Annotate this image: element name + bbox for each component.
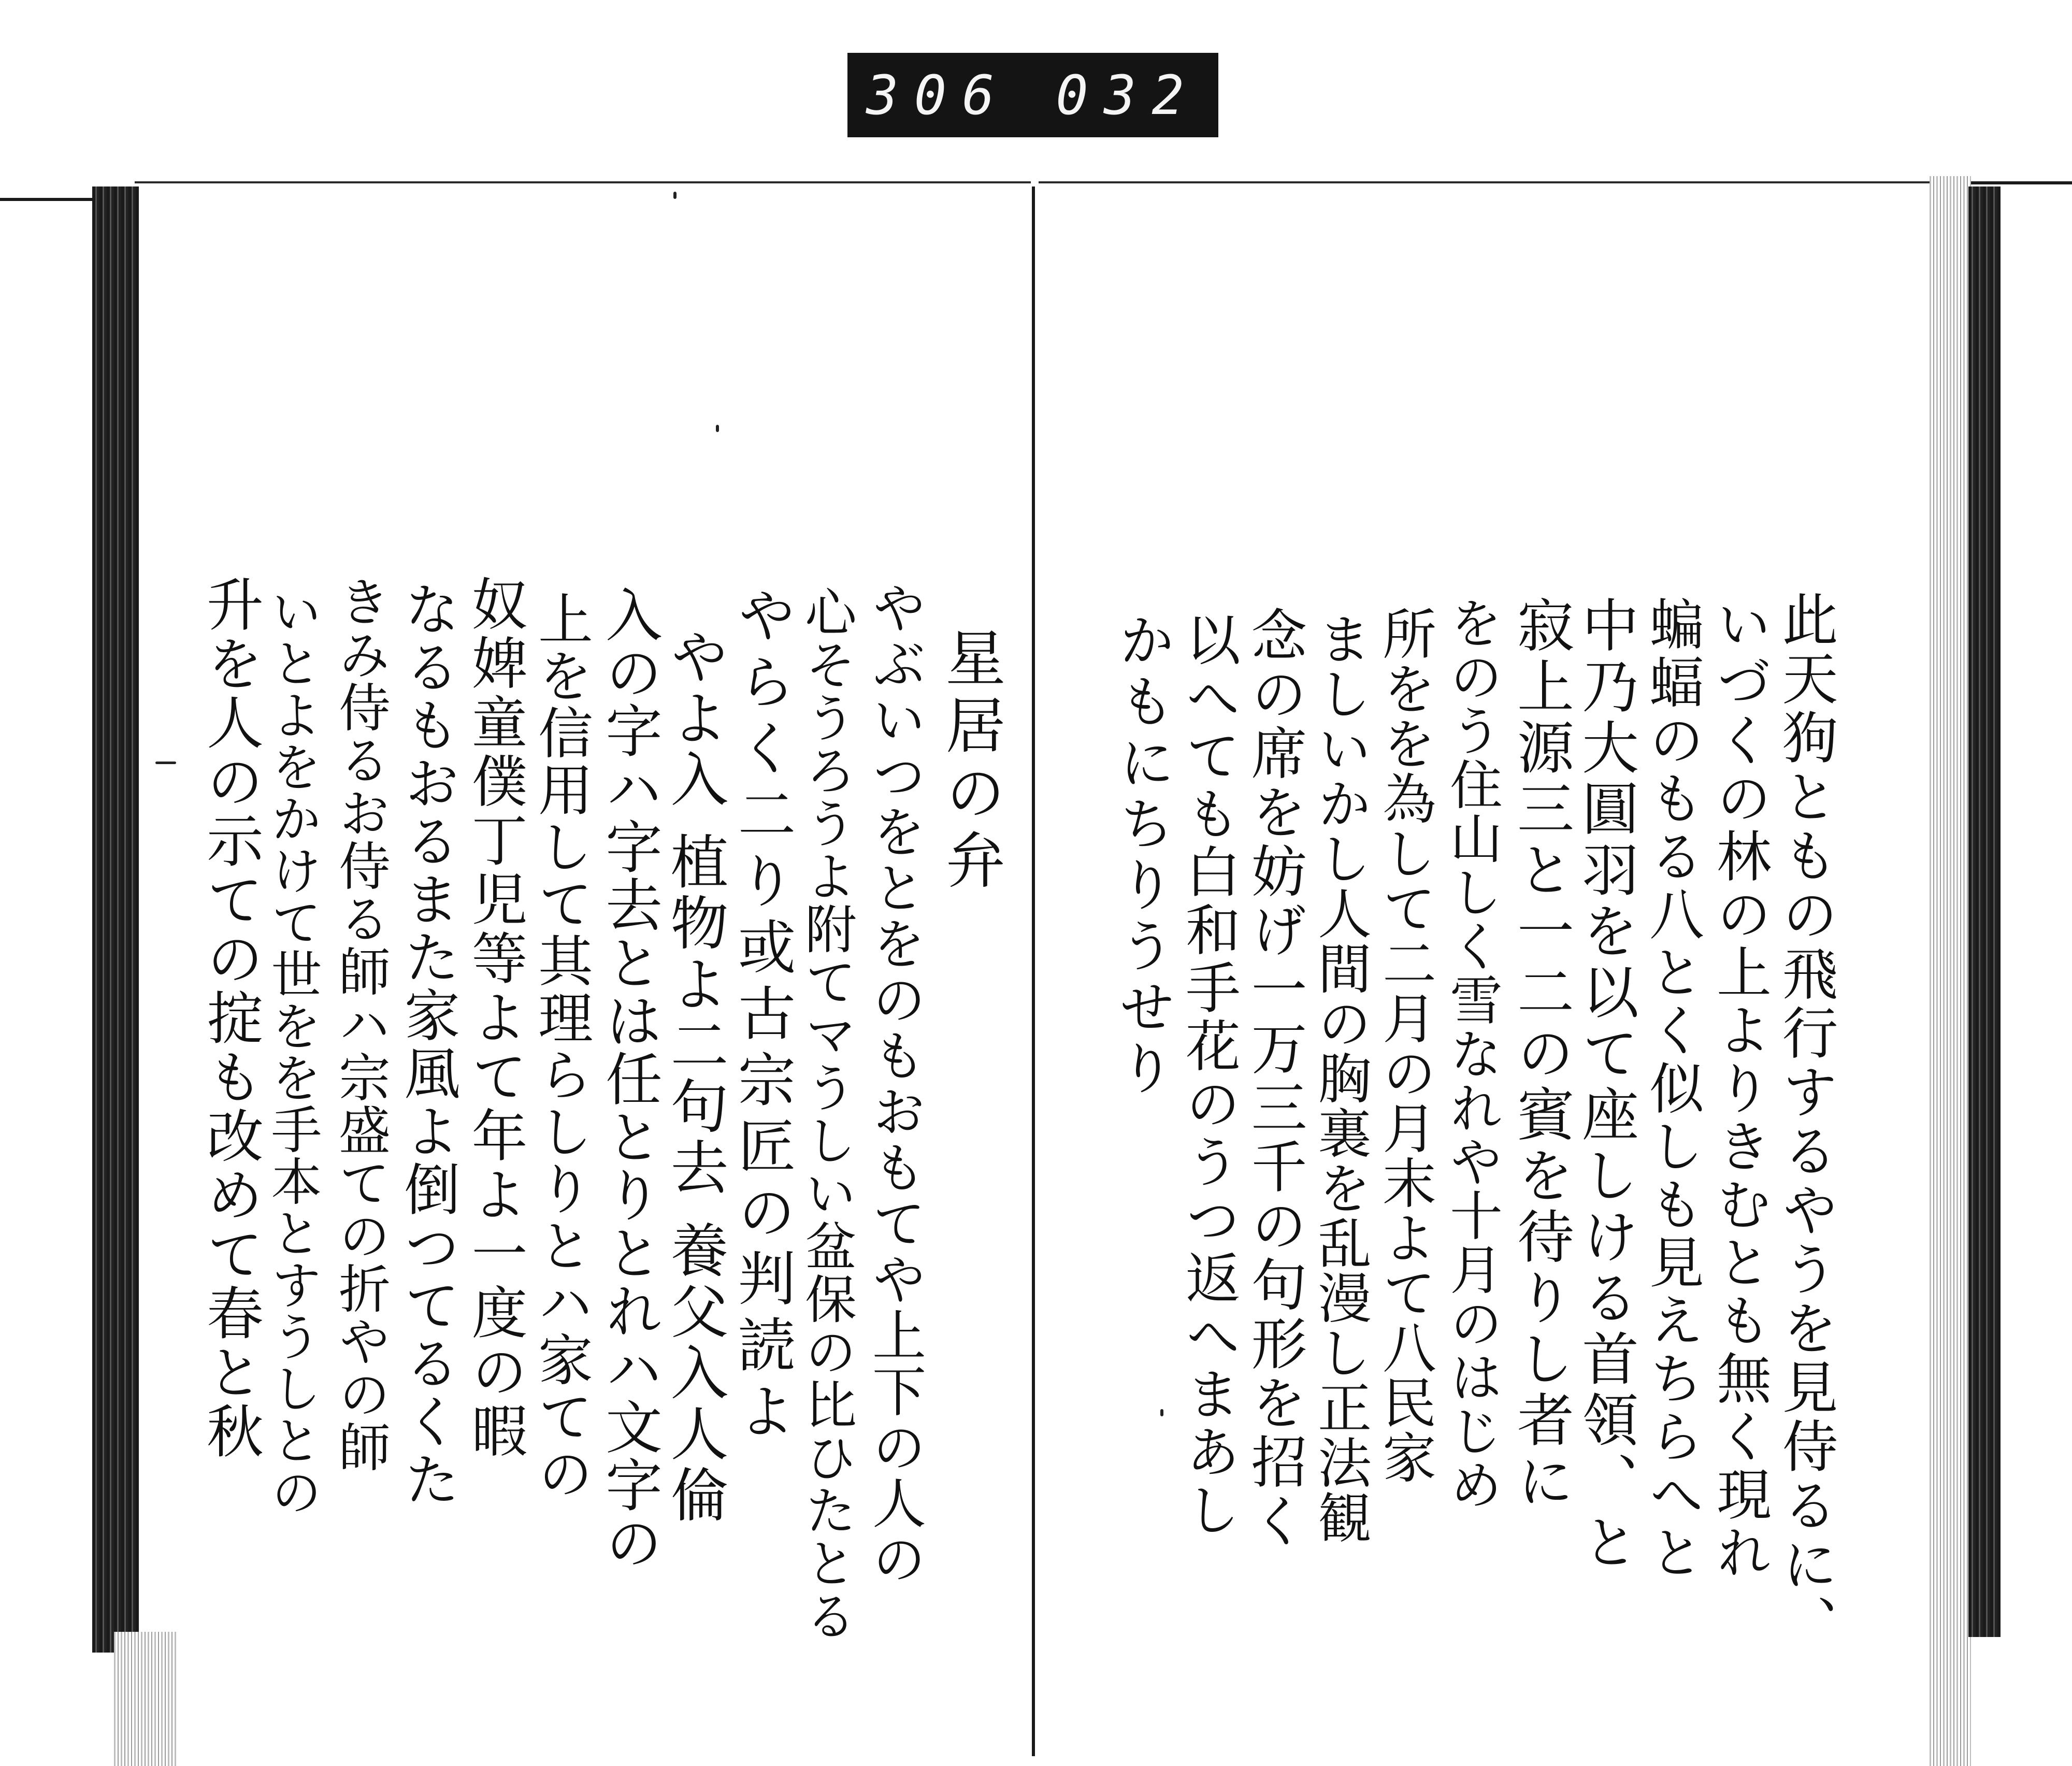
right-column-1: 此天狗ともの飛行するやうを見侍るに、	[1773, 591, 1837, 1654]
left-column-7: 奴婢童僕丁児等よて年よ一度の暇	[462, 575, 527, 1461]
scan-speck	[716, 425, 719, 432]
right-column-3: 蝙蝠のもる八とく似しも見えちらへと	[1641, 596, 1704, 1582]
right-page-top-edge	[1039, 181, 1930, 183]
left-page-title: 星居の弁	[936, 627, 1005, 896]
right-page-edges	[1930, 176, 1971, 1766]
left-column-8: なるもおるまた家風よ倒つてるくた	[395, 580, 459, 1509]
right-page	[1039, 181, 1930, 1654]
frame-number-left: 306	[866, 63, 1010, 127]
left-column-9: きみ侍るお侍る師ハ宗盛ての折やの師	[330, 575, 391, 1473]
left-book-spine	[92, 186, 139, 1653]
left-column-11: 升を人の示ての掟も改めて春と秋	[197, 575, 264, 1461]
left-column-2: 心そうろうよ附てマうしい盆保の比ひたとる	[796, 585, 857, 1642]
left-page-top-edge	[135, 181, 1031, 183]
left-page-edges	[114, 1632, 176, 1766]
right-column-11: かもにちりうせり	[1110, 611, 1174, 1100]
scan-speck	[673, 192, 677, 199]
right-column-5: 寂上源三と一二の賓を待りし者に	[1508, 596, 1574, 1513]
frame-number-right: 032	[1056, 63, 1200, 127]
scan-edge-left	[0, 198, 104, 201]
right-column-8: ましいかし人間の胸裏を乱漫し正法観	[1308, 611, 1372, 1545]
right-column-4: 中乃大圓羽を以て座しける首領、と	[1573, 596, 1639, 1574]
left-column-6: 上を信用して其理らしりとハ家ての	[529, 591, 593, 1502]
scan-speck	[155, 762, 176, 764]
left-column-4: やよ入 植物よ二句去 養父入人倫	[661, 627, 728, 1526]
right-column-9: 念の席を妨げ一万三千の句形を招く	[1242, 606, 1306, 1551]
scan-edge-right	[1968, 181, 2072, 184]
book-gutter	[1032, 186, 1035, 1756]
right-column-10: 以へても白和手花のうつ返へまあし	[1177, 611, 1241, 1540]
right-column-7: 所をを為して二月の月末よて八民家	[1373, 606, 1436, 1485]
right-book-spine	[1968, 186, 2001, 1637]
left-column-10: いとよをかけて世をを手本とすうしとの	[263, 585, 322, 1518]
scan-speck	[1160, 1409, 1163, 1416]
left-column-1: やぶいつをとをのもおもてや上下の人の	[863, 580, 926, 1587]
right-column-6: をのう住山しく雪なれや十月のはじめ	[1441, 596, 1503, 1512]
left-page	[135, 181, 1031, 1642]
left-column-3: やらく二り或古宗匠の判読よ	[728, 585, 796, 1447]
right-column-2: いづくの林の上よりきむとも無く現れ	[1708, 596, 1772, 1582]
frame-number-label	[847, 53, 1218, 137]
left-column-5: 入の字ハ字去とは任とりとれハ文字の	[596, 585, 663, 1572]
